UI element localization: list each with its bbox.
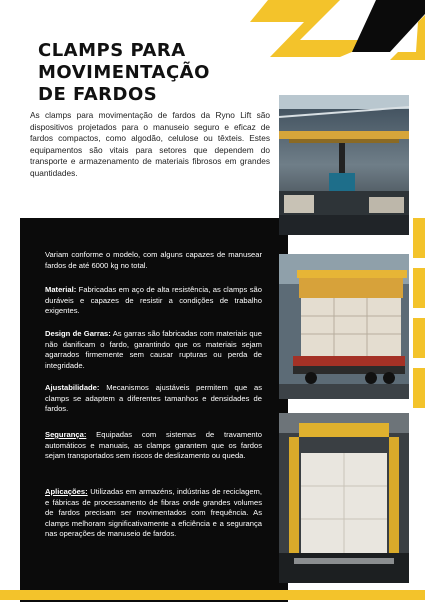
feature-text: Mecanismos ajustáveis permitem que as clamps se adaptem a diferentes tamanhos e densidades de fardos. xyxy=(45,383,262,414)
feature-text: Equipadas com sistemas de travamento automáticos e manuais, as clamps garantem que os fardos sejam transportados sem riscos de deslizamento ou queda. xyxy=(45,430,262,461)
footer-bar xyxy=(0,590,425,600)
feature-label: Aplicações: xyxy=(45,487,88,496)
feature-adjustability xyxy=(45,383,262,415)
page-title xyxy=(38,40,278,106)
title-line-1: CLAMPS PARA xyxy=(38,40,186,61)
side-accent xyxy=(413,268,425,308)
warehouse-photo xyxy=(279,95,409,235)
feature-applications xyxy=(45,487,262,540)
title-line-2: MOVIMENTAÇÃO xyxy=(38,62,210,83)
clamp-bales-photo xyxy=(279,413,409,583)
title-line-3: DE FARDOS xyxy=(38,84,158,105)
side-accent xyxy=(413,218,425,258)
truck-bales-photo xyxy=(279,254,409,399)
feature-label: Material: xyxy=(45,285,77,294)
feature-label: Design de Garras: xyxy=(45,329,111,338)
side-accent xyxy=(413,368,425,408)
feature-text: Fabricadas em aço de alta resistência, as clamps são duráveis e capazes de resistir a condições de trabalho exigentes. xyxy=(45,285,262,316)
capacity-text: Variam conforme o modelo, com alguns capazes de manusear fardos de até 6000 kg no total. xyxy=(45,250,262,270)
feature-text: Utilizadas em armazéns, indústrias de reciclagem, e fábricas de processamento de fibras onde grandes volumes de fardos precisam ser movimentados com frequência. As clamps melhoram significativamente a eficiência e a segurança nas operações de manuseio de fardos. xyxy=(45,487,262,539)
side-accent xyxy=(413,318,425,358)
feature-safety xyxy=(45,430,262,462)
feature-material xyxy=(45,285,262,317)
feature-label: Segurança: xyxy=(45,430,87,439)
feature-design xyxy=(45,329,262,371)
feature-text: As garras são fabricadas com materiais que não danificam o fardo, garantindo que os materiais sejam agarrados firmemente sem causar rupturas ou perda de integridade. xyxy=(45,329,262,370)
intro-paragraph: As clamps para movimentação de fardos da Ryno Lift são dispositivos projetados para o manuseio seguro e eficaz de fardos compactos, como algodão, celulose ou têxteis. Estes equipamentos são vitais para setores que dependem do transporte e armazenamento de materiais fibrosos em grandes quantidades. xyxy=(30,110,270,178)
feature-label: Ajustabilidade: xyxy=(45,383,100,392)
